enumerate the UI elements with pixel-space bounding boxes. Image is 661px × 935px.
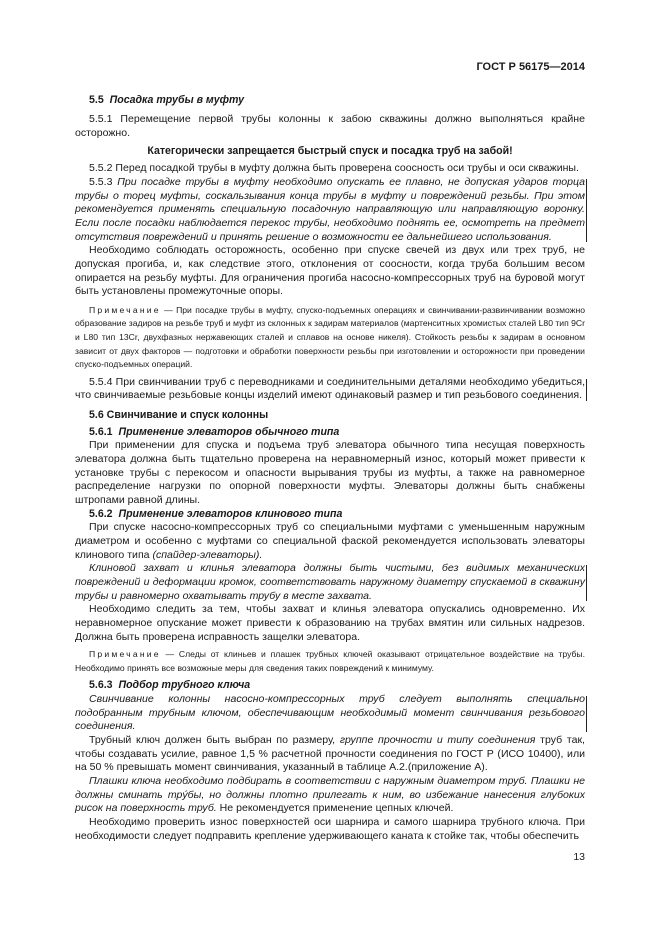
paragraph-5-6-3-c [75,775,585,816]
text: труб так, чтобы создавать усилие, равное 1,5 % расчетной прочности соединения по ГОСТ Р (ИСО 10400), или на 50 % превышать момент свинчивания, указанный в таблице А.2.(приложение А). [75,734,585,774]
paragraph-5-5-4: 5.5.4 При свинчивании труб с переводниками и соединительными деталями необходимо убедиться, что свинчиваемые резьбовые концы изделий имеют одинаковый размер и тип резьбового соединения. [75,375,585,402]
note-text: — Следы от клиньев и плашек трубных ключей оказывают отрицательное воздействие на трубы. Необходимо принять все возможные меры для сведения таких повреждений к минимуму. [75,649,585,673]
text: Трубный ключ должен быть выбран по размеру, [89,734,336,747]
subsection-5-6-2-heading [75,508,585,522]
paragraph-5-5-3 [75,176,585,244]
section-title: Посадка трубы в муфту [109,93,245,106]
paragraph-5-6-2-b-wrapper [75,562,585,603]
paragraph-caution: Необходимо соблюдать осторожность, особенно при спуске свечей из двух или трех труб, не допуская прогиба, и, как следствие этого, отклонения от соосности, когда труба большим весом опирается на резьбу муфты. Для ограничения прогиба насосно-компрессорных труб на буровой могут быть установлены промежуточные опоры. [75,244,585,298]
section-title: Применение элеваторов обычного типа [118,425,340,438]
paragraph-5-6-3-a-wrapper [75,693,585,734]
paragraph-5-5-1: 5.5.1 Перемещение первой трубы колонны к забою скважины должно выполняться крайне осторожно. [75,113,585,139]
section-number: 5.6.3 [89,679,113,692]
section-number: 5.5 [89,93,104,106]
note-label: Примечание [89,649,161,660]
text-italic: (спайдер-элеваторы). [152,548,263,561]
paragraph-5-6-3-d: Необходимо проверить износ поверхностей оси шарнира и самого шарнира трубного ключа. При необходимости следует подправить крепление удерживающего каната к стойке так, чтобы обеспечить [75,816,585,842]
subsection-5-6-1-heading [75,426,585,440]
page-number: 13 [573,851,585,864]
paragraph-5-5-2: 5.5.2 Перед посадкой трубы в муфту должна быть проверена соосность оси трубы и оси скважины. [89,162,579,175]
text: При спуске насосно-компрессорных труб со специальными муфтами с уменьшенным наружным диаметром и особенно с муфтами со специальной фаской рекомендуется использовать элеваторы клинового типа [75,521,585,561]
text-italic: Плашки ключа необходимо подбирать в соответствии с наружным диаметром труб. Плашки не должны сминать трýбы, но должны плотно прилегать к ним, во избежание нанесения глубоких рисок на поверхность труб. [75,775,585,815]
paragraph-5-6-3-a: Свинчивание колонны насосно-компрессорных труб следует выполнять специально подобранным трубным ключом, обеспечивающим необходимый момент свинчивания резьбового соединения. [75,693,585,733]
text-italic: группе прочности и типу соединения [339,734,536,747]
warning-text: Категорически запрещается быстрый спуск и посадка труб на забой! [147,144,513,157]
note-text: — При посадке трубы в муфту, спуско-подъемных операциях и свинчивании-развинчивании возможно образование задиров на резьбе труб и муфт из склонных к задирам материалов (мартенситных хромистых сталей L80 тип 9Cr и L80 тип 13Cr, двухфазных нержавеющих сталей и сплавов на основе никеля). Стойкость резьбы к задирам в основном зависит от двух факторов — подготовки и обработки поверхности резьбы при изготовлении и осторожности при проведении спуско-подъемных операций. [75,304,585,370]
section-number: 5.6.2 [89,507,113,520]
change-bar [586,565,587,601]
subsection-5-6-3-heading [75,679,585,693]
paragraph-5-6-1: При применении для спуска и подъема труб элеватора обычного типа несущая поверхность элеватора должна быть тщательно проверена на неравномерный износ, который может привести к установке трубы с перекосом и опасности вырывания трубы из муфты, а также на равномерное распределение нагрузки по опорной поверхности муфты. Элеваторы должны быть снабжены штропами равной длины. [75,439,585,507]
paragraph-5-5-4-wrapper [75,376,585,403]
paragraph-5-6-2-b: Клиновой захват и клинья элеватора должны быть чистыми, без видимых механических повреждений и деформации кромок, соответствовать наружному диаметру спускаемой в скважину трубы и равномерно охватывать трубу в месте захвата. [75,562,585,602]
note-5-6-2 [75,648,585,675]
note-5-5 [75,304,585,372]
change-bar [586,696,587,732]
text: Не рекомендуется применение цепных ключей. [219,802,454,815]
clause-text: При посадке трубы в муфту необходимо опускать ее плавно, не допуская ударов торца трубы о торец муфты, соскальзывания конца трубы в муфту и повреждений резьбы. При этом рекомендуется применять специальную посадочную направляющую или направляющую воронку. Если после посадки наблюдается перекос трубы, необходимо поднять ее, осмотреть на предмет отсутствия повреждений и принять решение о возможности ее дальнейшего использования. [75,175,585,243]
paragraph-5-6-2-c: Необходимо следить за тем, чтобы захват и клинья элеватора опускались одновременно. Их неравномерное опускание может привести к образованию на трубах вмятин или сильных надрезов. Должна быть проверена исправность защелки элеватора. [75,603,585,643]
section-title: Подбор трубного ключа [118,679,251,692]
section-number: 5.6.1 [89,425,113,438]
document-id-header: ГОСТ Р 56175—2014 [476,61,585,73]
paragraph-5-6-2-a [75,521,585,562]
change-bar [586,379,587,401]
note-label: Примечание [89,304,161,315]
section-5-6-heading: 5.6 Свинчивание и спуск колонны [89,409,269,422]
section-title: Применение элеваторов клинового типа [118,507,343,520]
change-bar [586,179,587,242]
clause-number: 5.5.3 [89,175,113,188]
paragraph-5-6-3-b [75,734,585,775]
section-5-5-heading [75,94,585,108]
page-body [75,0,585,865]
